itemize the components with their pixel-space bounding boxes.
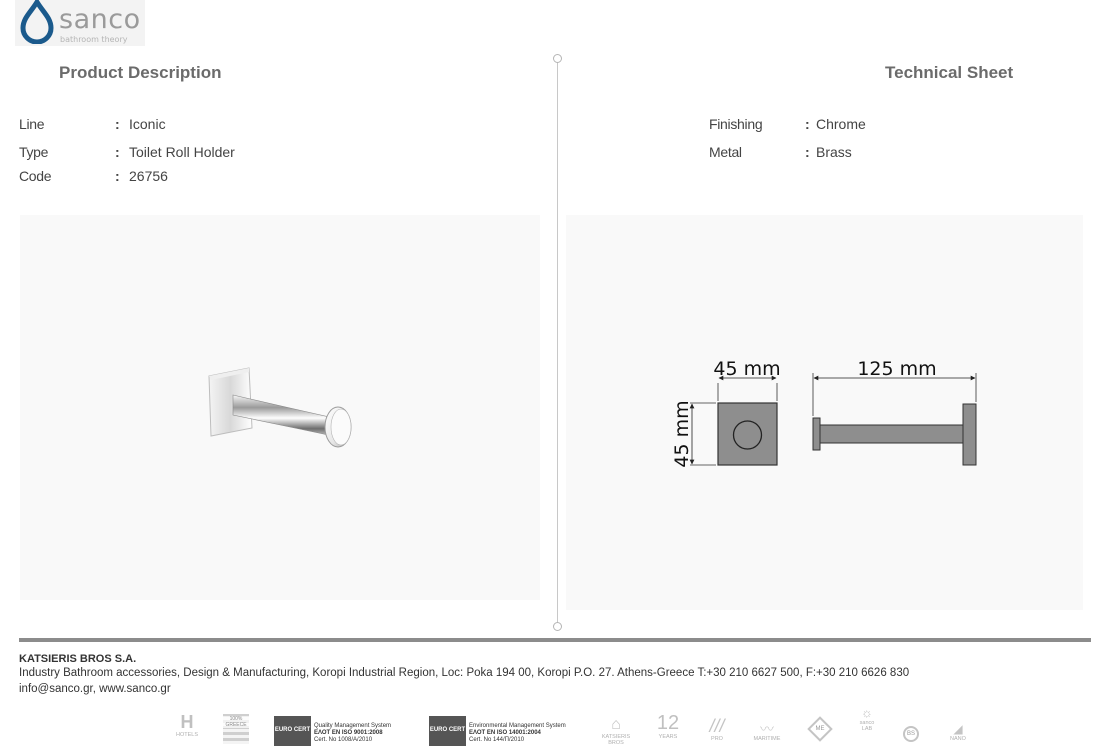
years-label: YEARS xyxy=(658,734,678,740)
sanco-lab-label: sanco LAB xyxy=(859,720,875,732)
spec-value: Iconic xyxy=(129,116,166,132)
bs-label: BS xyxy=(903,726,919,742)
certifications-strip xyxy=(170,705,990,752)
pro-label: PRO xyxy=(711,736,723,742)
maritime-logo xyxy=(750,722,784,742)
stripes-icon: /// xyxy=(709,716,725,736)
divider-dot-top xyxy=(553,54,562,63)
me-label: ME xyxy=(815,726,825,732)
hotels-label: HOTELS xyxy=(175,732,198,738)
iso9001-text xyxy=(314,723,391,744)
eurocert-label: EURO CERT xyxy=(429,727,466,733)
sanco-lab-logo xyxy=(854,706,880,732)
divider-dot-bottom xyxy=(553,622,562,631)
dimension-height: 45 mm xyxy=(671,400,693,468)
eurocert-badge-iso9001 xyxy=(274,716,311,746)
technical-drawing-panel xyxy=(566,215,1083,610)
iso14001-text xyxy=(469,723,566,744)
greece-logo xyxy=(222,714,250,744)
nano-shape-icon: ◢ xyxy=(953,722,963,736)
years-number: 12 xyxy=(656,712,680,734)
dimension-length: 125 mm xyxy=(857,358,937,380)
product-description-heading: Product Description xyxy=(59,63,222,82)
sun-icon: ☼ xyxy=(861,705,873,720)
roof-icon: ⌂ xyxy=(611,716,621,733)
section-divider xyxy=(557,59,558,627)
hotel-building-icon: H xyxy=(180,712,194,732)
iso9001-line2: ΕΛΟΤ EN ISO 9001:2008 xyxy=(314,730,383,736)
spec-value: Chrome xyxy=(816,116,866,132)
katsieris-logo xyxy=(598,716,634,746)
logo-brand: sanco xyxy=(59,4,141,35)
me-logo xyxy=(807,720,833,732)
iso14001-line3: Cert. No 144/Π/2010 xyxy=(469,737,525,743)
spec-separator: : xyxy=(115,144,120,160)
toilet-roll-holder-image xyxy=(20,215,540,600)
warranty-logo xyxy=(654,712,682,740)
dimension-width: 45 mm xyxy=(713,358,781,380)
footer-rule xyxy=(19,638,1091,642)
technical-drawing xyxy=(566,215,1083,610)
spec-separator: : xyxy=(805,116,810,132)
sanco-logo xyxy=(15,0,145,46)
nano-label: NANO xyxy=(950,736,966,742)
spec-separator: : xyxy=(115,168,120,184)
greece-label: 100% GREECE xyxy=(222,716,250,728)
water-drop-icon xyxy=(17,0,57,44)
spec-value: 26756 xyxy=(129,168,168,184)
spec-label: Type xyxy=(19,144,49,160)
eurocert-badge-iso14001 xyxy=(429,716,466,746)
maritime-label: MARITIME xyxy=(753,736,781,742)
bs-logo xyxy=(901,726,921,742)
spec-separator: : xyxy=(115,116,120,132)
nano-logo xyxy=(944,722,972,742)
footer-web: info@sanco.gr, www.sanco.gr xyxy=(19,683,171,695)
technical-sheet-heading: Technical Sheet xyxy=(885,63,1014,82)
footer-address: Industry Bathroom accessories, Design & Manufacturing, Koropi Industrial Region, Loc: Poka 194 00, Koropi P.O. 27. Athens-Greece T:+30 210 6627 500, F:+30 210 6626 830 xyxy=(19,667,910,679)
spec-value: Brass xyxy=(816,144,852,160)
iso14001-line2: ΕΛΟΤ EN ISO 14001:2004 xyxy=(469,730,541,736)
spec-separator: : xyxy=(805,144,810,160)
iso9001-line3: Cert. No 1008/A/2010 xyxy=(314,737,373,743)
wave-icon: 〰 xyxy=(760,721,774,737)
diamond-icon xyxy=(807,716,832,741)
spec-label: Line xyxy=(19,116,45,132)
spec-label: Code xyxy=(19,168,52,184)
spec-value: Toilet Roll Holder xyxy=(129,144,235,160)
iso14001-line1: Environmental Management System xyxy=(469,723,566,729)
product-image-panel xyxy=(20,215,540,600)
eurocert-label: EURO CERT xyxy=(274,727,311,733)
katsieris-label: KATSIERIS BROS xyxy=(601,734,631,746)
footer-company: KATSIERIS BROS S.A. xyxy=(19,653,137,665)
hotels-logo xyxy=(172,712,202,738)
pro-logo xyxy=(704,716,730,742)
spec-label: Metal xyxy=(709,144,742,160)
spec-label: Finishing xyxy=(709,116,763,132)
iso9001-line1: Quality Management System xyxy=(314,723,392,729)
logo-tagline: bathroom theory xyxy=(60,35,128,44)
